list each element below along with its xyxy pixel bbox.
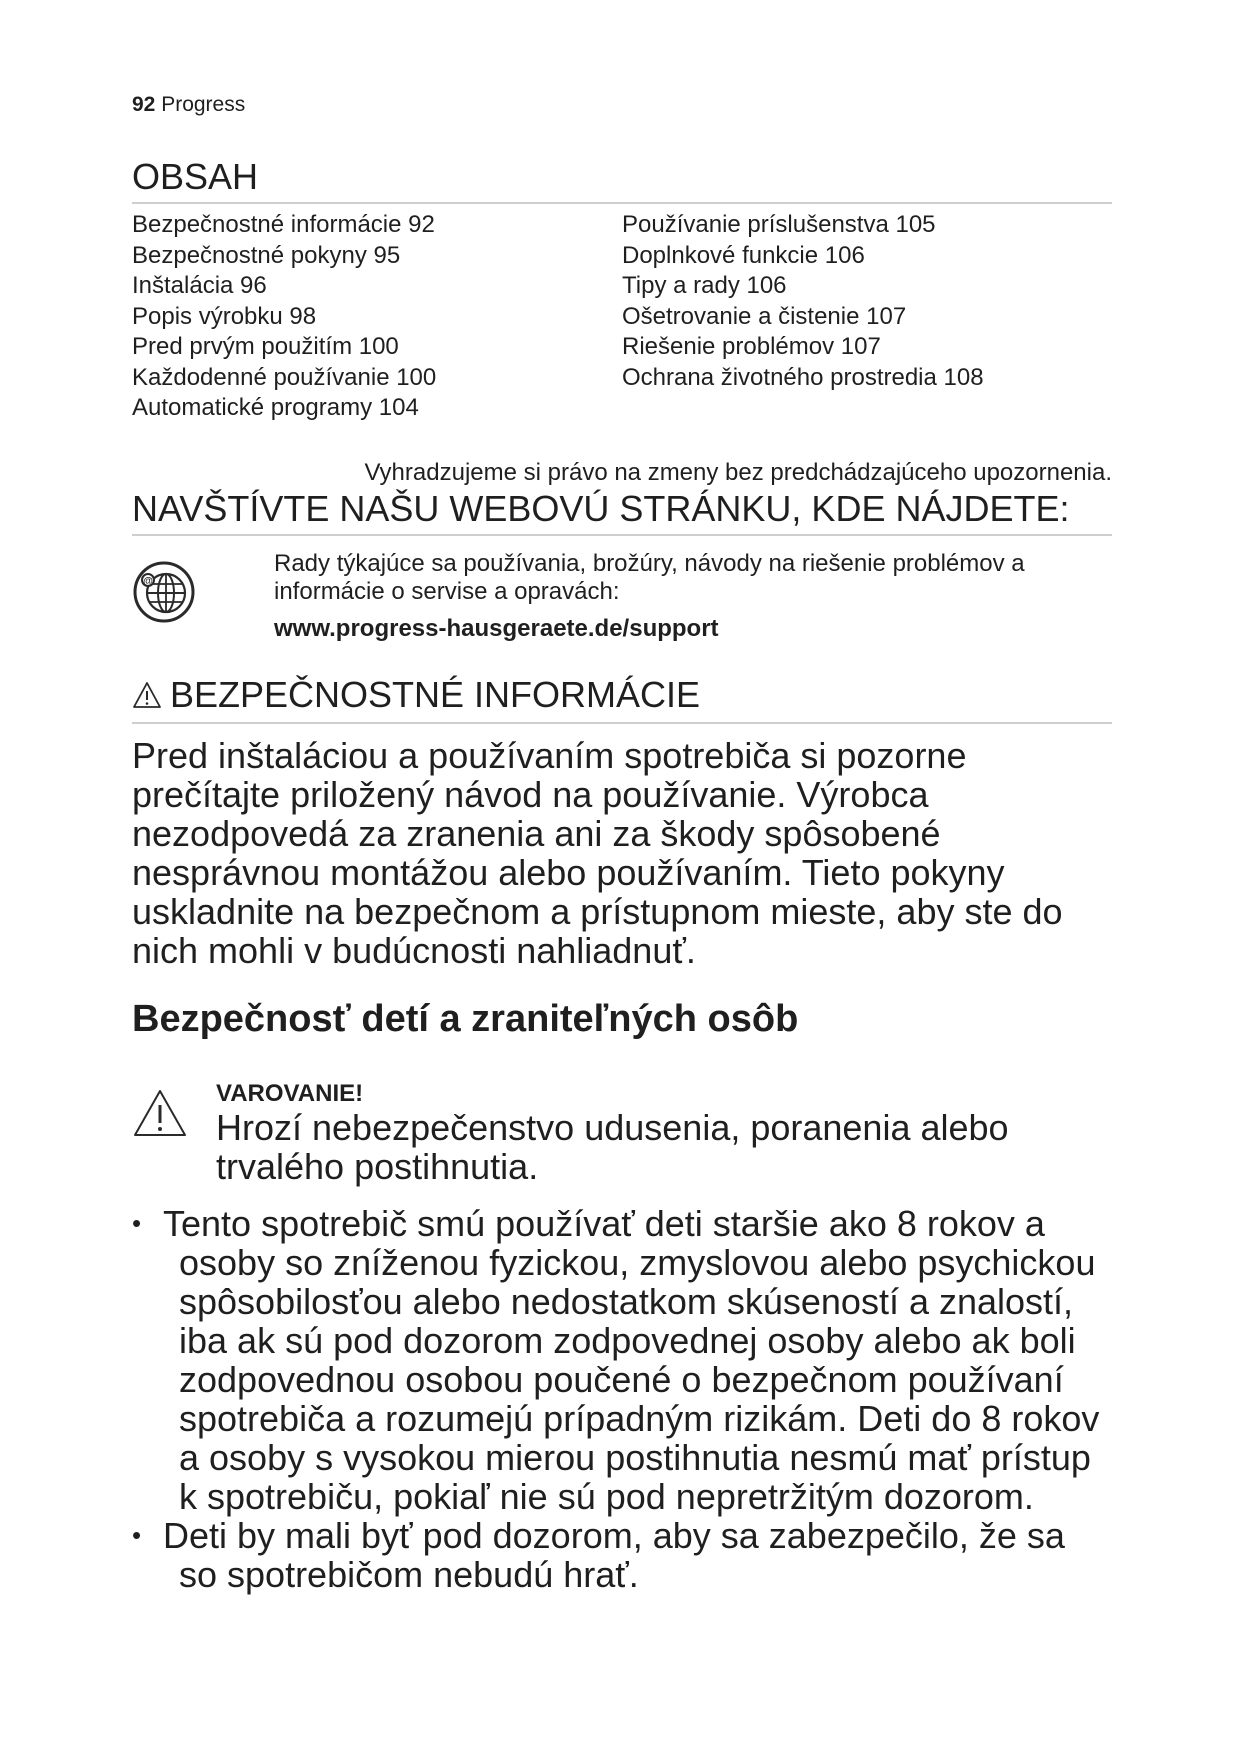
- toc-item[interactable]: Tipy a rady 106: [622, 272, 787, 299]
- toc-item[interactable]: Automatické programy 104: [132, 394, 419, 421]
- globe-icon: [132, 550, 274, 644]
- toc-item[interactable]: Popis výrobku 98: [132, 302, 317, 330]
- toc-item[interactable]: Pred prvým použitím 100: [132, 333, 399, 360]
- warning-content: [216, 1080, 1112, 1186]
- warning-label: VAROVANIE!: [216, 1079, 364, 1107]
- change-notice: Vyhradzujeme si právo na zmeny bez predchádzajúceho upozornenia.: [364, 458, 1112, 486]
- website-description: Rady týkajúce sa používania, brožúry, návody na riešenie problémov a informácie o servise a opravách:: [274, 549, 1025, 605]
- bullet-mark: •: [132, 1519, 142, 1550]
- svg-text:@: @: [143, 575, 153, 587]
- list-item: [132, 1204, 1112, 1516]
- table-of-contents: [132, 210, 1112, 424]
- safety-bullet-list: [132, 1204, 1112, 1594]
- brand-name: Progress: [161, 93, 246, 116]
- contents-title: OBSAH: [132, 156, 1112, 204]
- warning-triangle-icon: [132, 676, 162, 718]
- toc-item[interactable]: Doplnkové funkcie 106: [622, 241, 865, 269]
- support-link[interactable]: www.progress-hausgeraete.de/support: [274, 614, 719, 642]
- warning-text: Hrozí nebezpečenstvo udusenia, poranenia alebo trvalého postihnutia.: [216, 1106, 1009, 1187]
- website-info: [132, 550, 1112, 644]
- toc-item[interactable]: Ošetrovanie a čistenie 107: [622, 302, 907, 330]
- bullet-mark: •: [132, 1207, 142, 1238]
- manual-page: [132, 92, 1112, 1594]
- toc-item[interactable]: Každodenné používanie 100: [132, 363, 437, 391]
- safety-title: BEZPEČNOSTNÉ INFORMÁCIE: [170, 673, 701, 715]
- website-text-block: [274, 550, 1112, 644]
- warning-icon: [132, 1080, 216, 1186]
- page-number: 92: [132, 93, 156, 116]
- page-header: [132, 92, 1112, 118]
- toc-right-column: [622, 210, 1112, 424]
- toc-left-column: [132, 210, 622, 424]
- bullet-text: Tento spotrebič smú používať deti staršie ako 8 rokov a osoby so zníženou fyzickou, zmyslovou alebo psychickou spôsobilosťou alebo nedostatkom skúseností a znalostí, iba ak sú pod dozorom zodpovednej osoby alebo ak boli zodpovednou osobou poučené o bezpečnom používaní spotrebiča a rozumejú prípadným rizikám. Deti do 8 rokov a osoby s vysokou mierou postihnutia nesmú mať prístup k spotrebiču, pokiaľ nie sú pod nepretržitým dozorom.: [163, 1202, 1100, 1517]
- toc-item[interactable]: Bezpečnostné informácie 92: [132, 211, 435, 238]
- bullet-text: Deti by mali byť pod dozorom, aby sa zabezpečilo, že sa so spotrebičom nebudú hrať.: [163, 1514, 1065, 1595]
- toc-item[interactable]: Riešenie problémov 107: [622, 333, 881, 360]
- toc-item[interactable]: Ochrana životného prostredia 108: [622, 363, 984, 391]
- toc-item[interactable]: Inštalácia 96: [132, 272, 267, 299]
- toc-item[interactable]: Bezpečnostné pokyny 95: [132, 241, 401, 269]
- safety-title-row: [132, 674, 1112, 724]
- list-item: [132, 1516, 1112, 1594]
- warning-box: [132, 1080, 1112, 1186]
- safety-intro: Pred inštaláciou a používaním spotrebiča si pozorne prečítajte priložený návod na používanie. Výrobca nezodpovedá za zranenia ani za škody spôsobené nesprávnou montážou alebo používaním. Tieto pokyny uskladnite na bezpečnom a prístupnom mieste, aby ste do nich mohli v budúcnosti nahliadnuť.: [132, 734, 1063, 971]
- toc-item[interactable]: Používanie príslušenstva 105: [622, 211, 936, 238]
- child-safety-heading: Bezpečnosť detí a zraniteľných osôb: [132, 997, 799, 1040]
- website-title: NAVŠTÍVTE NAŠU WEBOVÚ STRÁNKU, KDE NÁJDETE:: [132, 488, 1112, 536]
